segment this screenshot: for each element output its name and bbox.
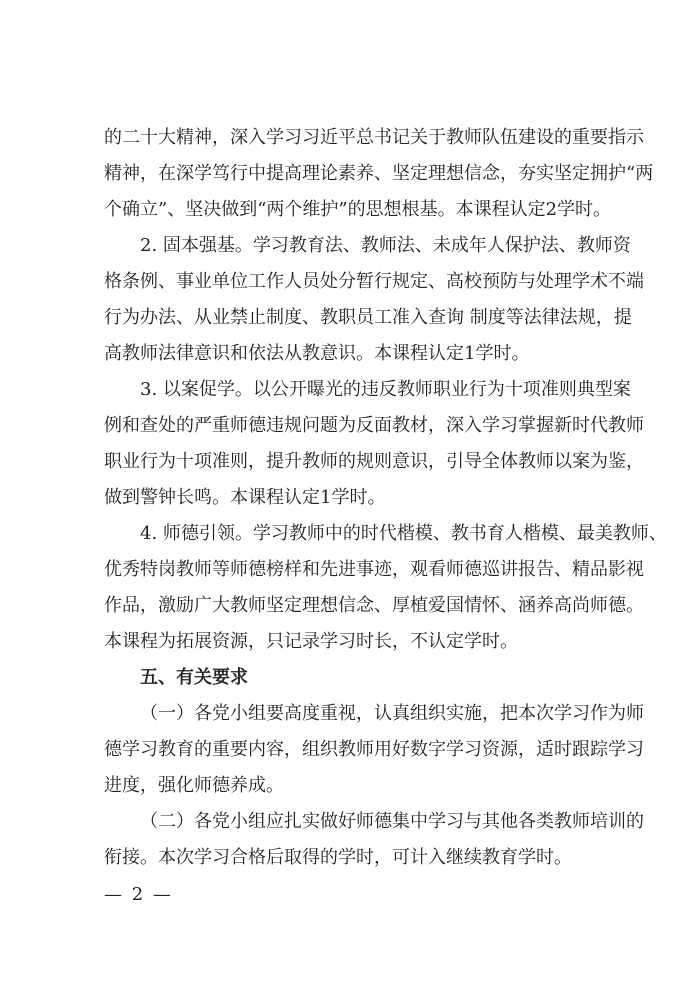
requirement-2-line: （二）各党小组应扎实做好师德集中学习与其他各类教师培训的 bbox=[140, 811, 644, 832]
requirement-1-line: （一）各党小组要高度重视，认真组织实施，把本次学习作为师 bbox=[140, 703, 644, 724]
body-line: 本课程为拓展资源，只记录学习时长，不认定学时。 bbox=[104, 631, 518, 652]
body-line: 高教师法律意识和依法从教意识。本课程认定1学时。 bbox=[104, 343, 530, 364]
body-line: 优秀特岗教师等师德榜样和先进事迹，观看师德巡讲报告、精品影视 bbox=[104, 559, 644, 580]
body-line: 进度，强化师德养成。 bbox=[104, 775, 284, 796]
body-line: 做到警钟长鸣。本课程认定1学时。 bbox=[104, 487, 386, 508]
section-heading: 五、有关要求 bbox=[140, 667, 248, 688]
document-body bbox=[104, 120, 667, 876]
body-line: 格条例、事业单位工作人员处分暂行规定、高校预防与处理学术不端 bbox=[104, 271, 644, 292]
section-2-title-line: 2. 固本强基。学习教育法、教师法、未成年人保护法、教师资 bbox=[140, 235, 631, 256]
body-line: 衔接。本次学习合格后取得的学时，可计入继续教育学时。 bbox=[104, 847, 572, 868]
page-number: — 2 — bbox=[104, 884, 173, 905]
section-3-title-line: 3. 以案促学。以公开曝光的违反教师职业行为十项准则典型案 bbox=[140, 379, 631, 400]
body-line: 例和查处的严重师德违规问题为反面教材，深入学习掌握新时代教师 bbox=[104, 415, 644, 436]
body-line: 的二十大精神，深入学习习近平总书记关于教师队伍建设的重要指示 bbox=[104, 127, 644, 148]
body-line: 行为办法、从业禁止制度、教职员工准入查询 制度等法律法规，提 bbox=[104, 307, 632, 328]
body-line: 职业行为十项准则，提升教师的规则意识，引导全体教师以案为鉴， bbox=[104, 451, 644, 472]
section-4-title-line: 4. 师德引领。学习教师中的时代楷模、教书育人楷模、最美教师、 bbox=[140, 523, 667, 544]
body-line: 精神，在深学笃行中提高理论素养、坚定理想信念，夯实坚定拥护“两 bbox=[104, 163, 654, 184]
body-line: 作品，激励广大教师坚定理想信念、厚植爱国情怀、涵养高尚师德。 bbox=[104, 595, 644, 616]
body-line: 个确立”、坚决做到“两个维护”的思想根基。本课程认定2学时。 bbox=[104, 199, 612, 220]
body-line: 德学习教育的重要内容，组织教师用好数字学习资源，适时跟踪学习 bbox=[104, 739, 644, 760]
